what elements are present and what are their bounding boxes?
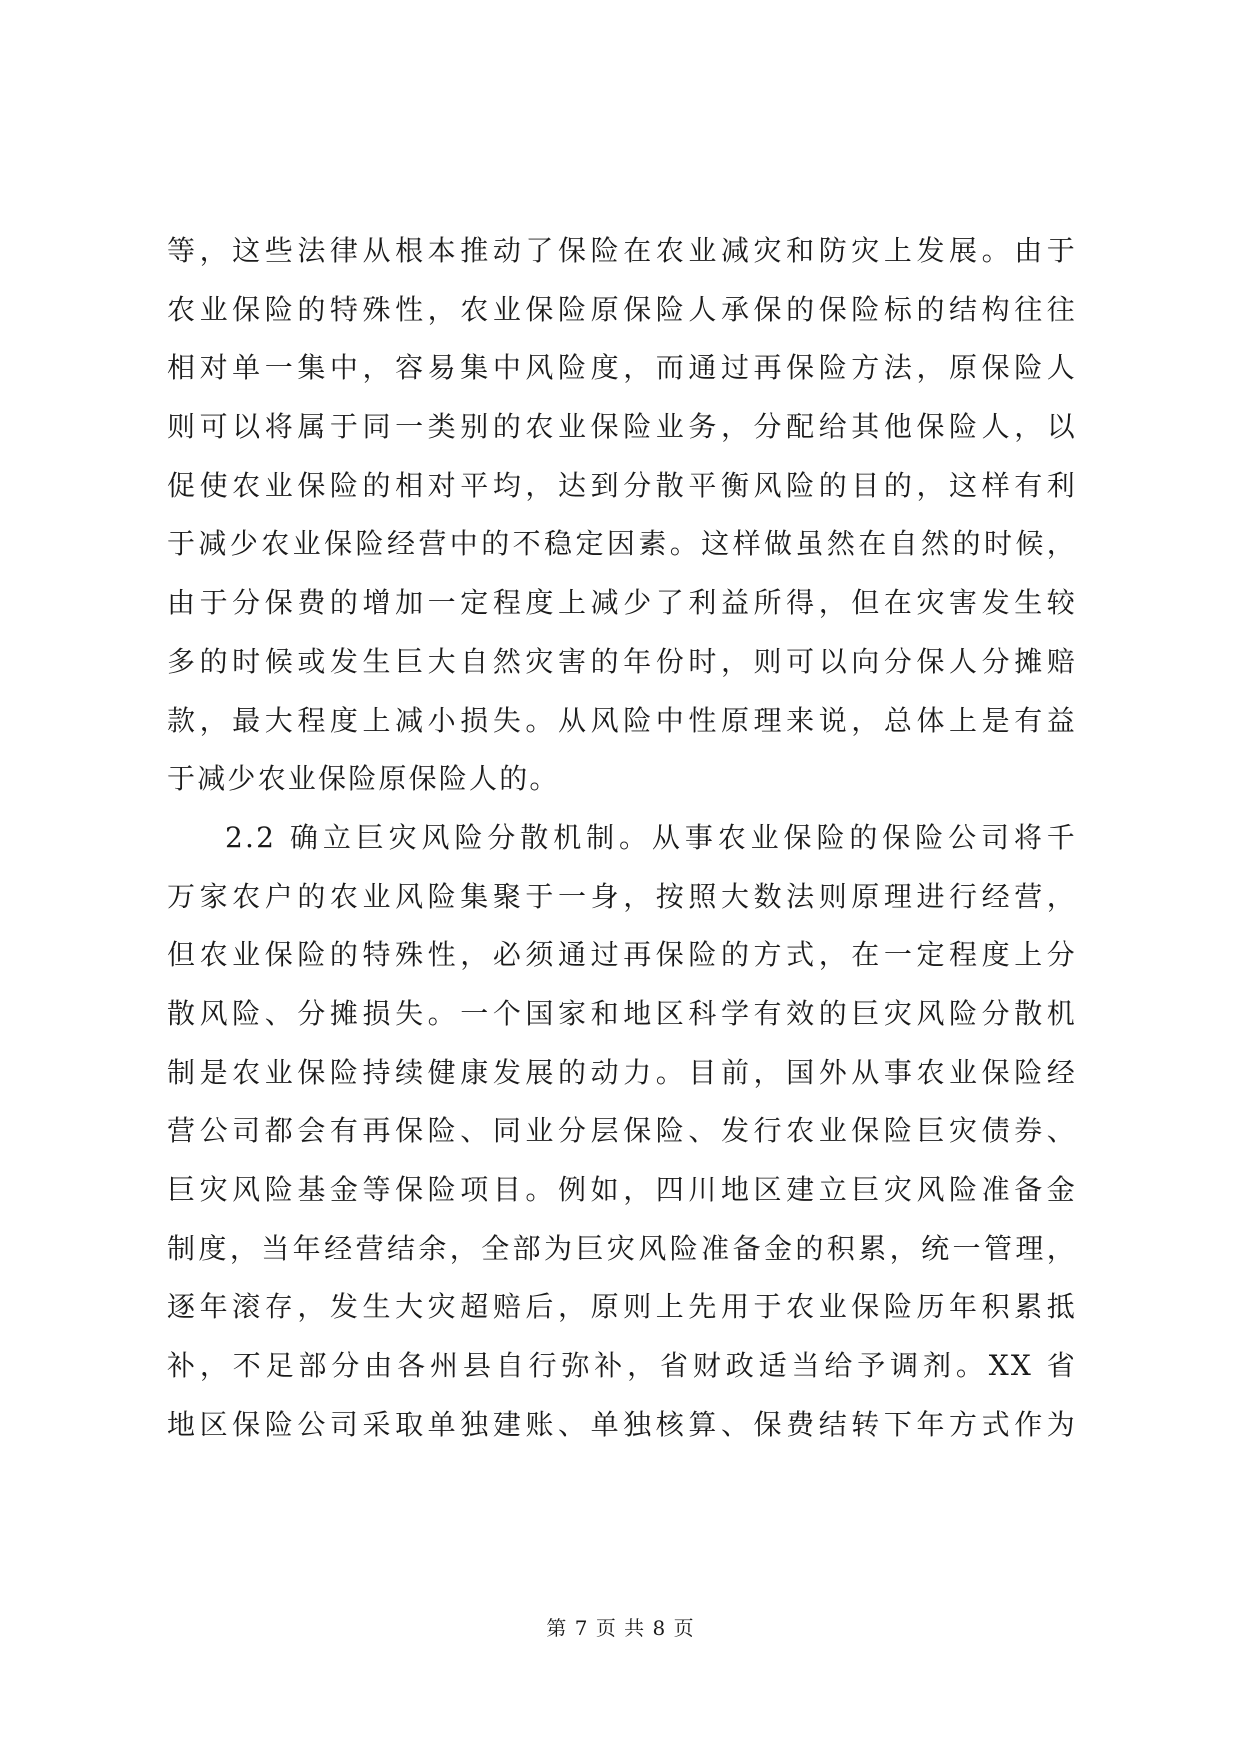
- paragraph-line: 散风险、分摊损失。一个国家和地区科学有效的巨灾风险分散机: [167, 996, 1077, 1030]
- paragraph-line: 由于分保费的增加一定程度上减少了利益所得，但在灾害发生较: [167, 586, 1077, 620]
- paragraph-line: 款，最大程度上减小损失。从风险中性原理来说，总体上是有益: [167, 703, 1077, 737]
- paragraph-line: 逐年滚存，发生大灾超赔后，原则上先用于农业保险历年积累抵: [167, 1290, 1077, 1324]
- paragraph-line: 制是农业保险持续健康发展的动力。目前，国外从事农业保险经: [167, 1055, 1077, 1089]
- paragraph-line: 但农业保险的特殊性，必须通过再保险的方式，在一定程度上分: [167, 938, 1077, 972]
- paragraph-line: 地区保险公司采取单独建账、单独核算、保费结转下年方式作为: [167, 1407, 1077, 1441]
- paragraph-line-last: 于减少农业保险原保险人的。: [167, 762, 560, 796]
- page-number-footer: 第 7 页 共 8 页: [546, 1616, 695, 1640]
- paragraph-line: 补，不足部分由各州县自行弥补，省财政适当给予调剂。XX 省: [167, 1349, 1077, 1383]
- paragraph-line: 等，这些法律从根本推动了保险在农业减灾和防灾上发展。由于: [167, 234, 1077, 267]
- paragraph-line: 巨灾风险基金等保险项目。例如，四川地区建立巨灾风险准备金: [167, 1173, 1077, 1206]
- paragraph-line: 营公司都会有再保险、同业分层保险、发行农业保险巨灾债券、: [167, 1114, 1077, 1148]
- paragraph-line: 相对单一集中，容易集中风险度，而通过再保险方法，原保险人: [167, 351, 1077, 385]
- paragraph-line: 促使农业保险的相对平均，达到分散平衡风险的目的，这样有利: [167, 468, 1077, 502]
- paragraph-line: 于减少农业保险经营中的不稳定因素。这样做虽然在自然的时候，: [167, 527, 1077, 561]
- paragraph-line: 万家农户的农业风险集聚于一身，按照大数法则原理进行经营，: [167, 879, 1077, 913]
- paragraph-line-first: 2.2 确立巨灾风险分散机制。从事农业保险的保险公司将千: [225, 820, 1077, 854]
- document-body: [167, 222, 1077, 1454]
- paragraph-line: 农业保险的特殊性，农业保险原保险人承保的保险标的结构往往: [167, 292, 1077, 326]
- paragraph-line: 则可以将属于同一类别的农业保险业务，分配给其他保险人，以: [167, 410, 1077, 444]
- paragraph-line: 多的时候或发生巨大自然灾害的年份时，则可以向分保人分摊赔: [167, 644, 1077, 678]
- paragraph-line: 制度，当年经营结余，全部为巨灾风险准备金的积累，统一管理，: [167, 1231, 1077, 1265]
